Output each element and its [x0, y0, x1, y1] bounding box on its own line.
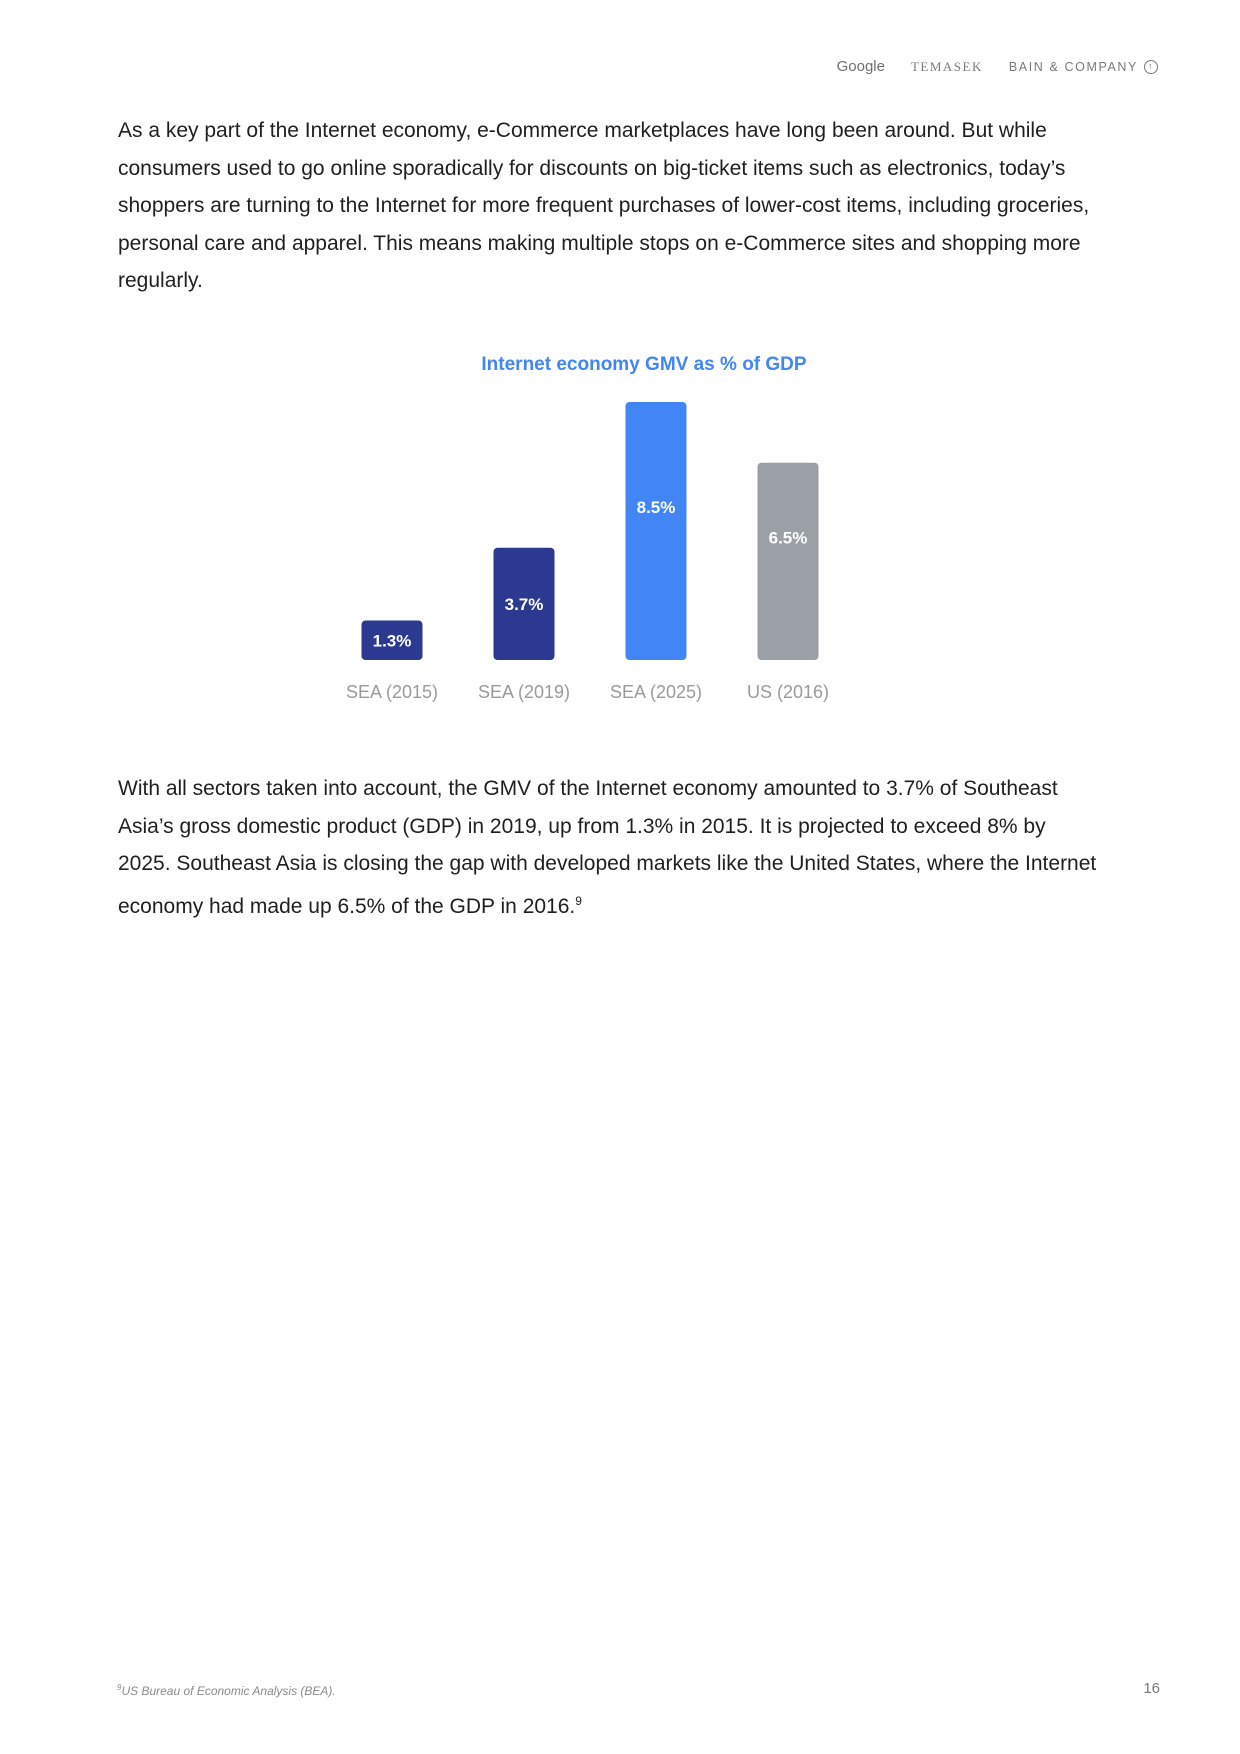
- bain-logo-text: BAIN & COMPANY: [1008, 59, 1138, 74]
- footnote: [117, 1683, 336, 1698]
- bar-value-label-3: 6.5%: [768, 528, 808, 548]
- bain-logo: [1009, 60, 1158, 74]
- category-label-2: SEA (2025): [609, 682, 703, 702]
- bain-mark-icon: ↑: [1144, 60, 1158, 74]
- bar-3: [758, 463, 819, 660]
- bar-value-label-2: 8.5%: [636, 498, 676, 517]
- bar-value-label-0: 1.3%: [372, 631, 412, 651]
- intro-paragraph: As a key part of the Internet economy, e-Commerce marketplaces have long been around. But while consumers used to go online sporadically for discounts on big-ticket items such as electronics, today’s shoppers are turning to the Internet for more frequent purchases of lower-cost items, including groceries, personal care and apparel. This means making multiple stops on e-Commerce sites and shopping more regularly.: [118, 119, 1090, 292]
- bar-2: [626, 402, 687, 660]
- chart-title: Internet economy GMV as % of GDP: [481, 354, 807, 375]
- gmv-summary-paragraph: [118, 770, 1098, 925]
- footnote-ref: 9: [575, 893, 582, 908]
- gmv-gdp-bar-chart: [0, 340, 1240, 720]
- category-label-3: US (2016): [746, 682, 830, 702]
- header-logos: [837, 58, 1158, 75]
- page-number: 16: [1143, 1680, 1160, 1697]
- footnote-text: US Bureau of Economic Analysis (BEA).: [121, 1684, 336, 1698]
- temasek-logo: TEMASEK: [910, 58, 983, 74]
- category-label-0: SEA (2015): [345, 682, 439, 702]
- category-label-1: SEA (2019): [477, 682, 571, 702]
- bar-value-label-1: 3.7%: [504, 594, 544, 614]
- footnote-marker: 9: [117, 1683, 122, 1692]
- google-logo: Google: [836, 58, 885, 75]
- gmv-summary-text: With all sectors taken into account, the GMV of the Internet economy amounted to 3.7% of Southeast Asia’s gross domestic product (GDP) in 2019, up from 1.3% in 2015. It is projected to exceed 8% by 2025. Southeast Asia is closing the gap with developed markets like the United States, where the Internet economy had made up 6.5% of the GDP in 2016.: [118, 777, 1097, 918]
